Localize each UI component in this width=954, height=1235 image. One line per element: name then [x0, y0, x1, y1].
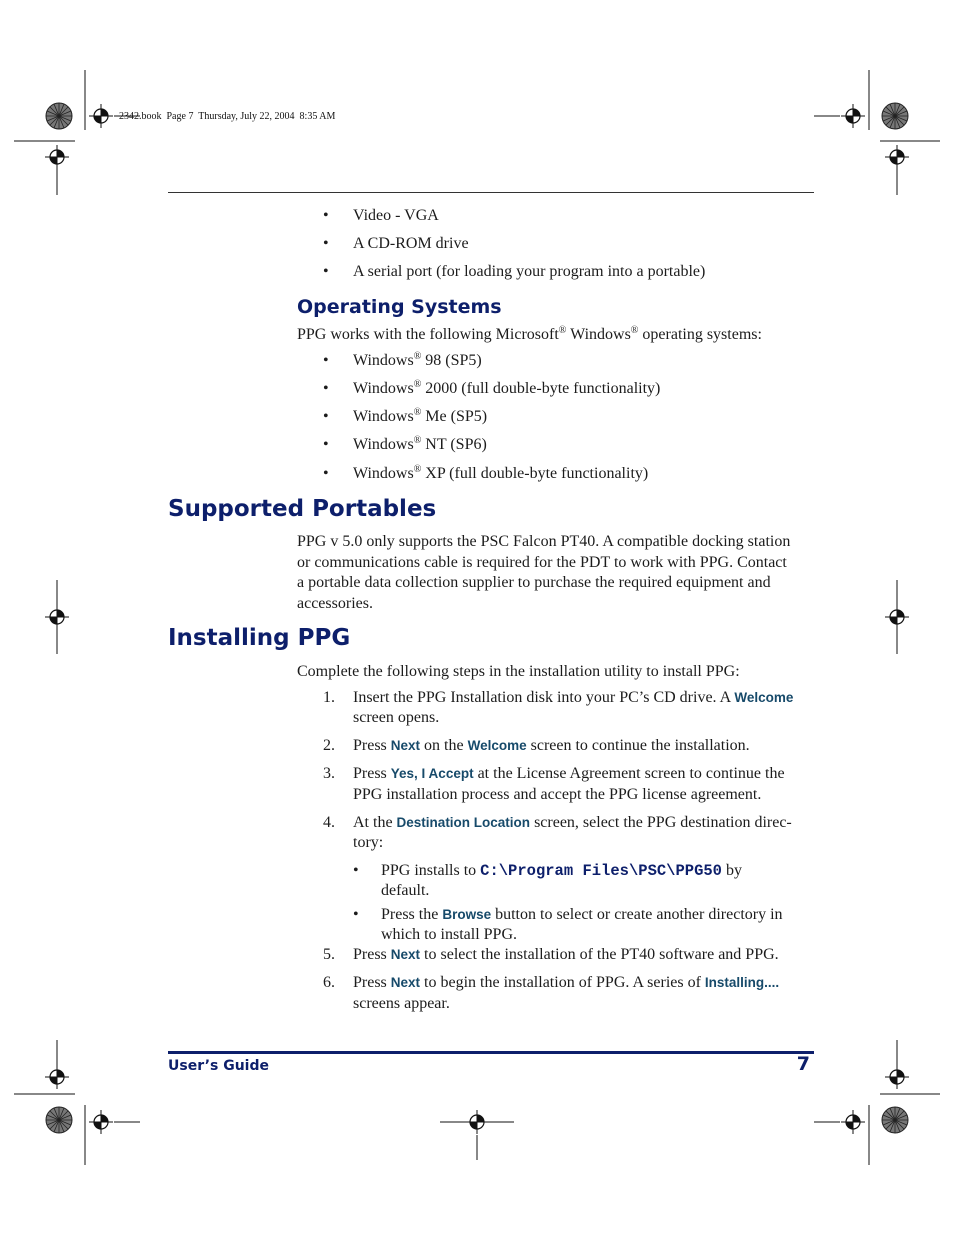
- list-item: [323, 234, 823, 262]
- bullet: •: [323, 235, 329, 252]
- os-intro-part: operating systems:: [638, 326, 762, 343]
- step-text: which to install PPG.: [381, 926, 518, 943]
- list-item-text: A CD-ROM drive: [353, 235, 469, 252]
- list-item-text: Windows® NT (SP6): [353, 435, 487, 453]
- install-path: C:\Program Files\PSC\PPG50: [480, 862, 722, 880]
- ui-term-installing: Installing....: [704, 975, 780, 990]
- paragraph-line: PPG v 5.0 only supports the PSC Falcon PT40. A compatible docking station: [297, 533, 791, 550]
- ui-term-yes-i-accept: Yes, I Accept: [390, 766, 474, 781]
- step-text: tory:: [353, 834, 384, 851]
- ui-term-next: Next: [390, 947, 421, 962]
- install-intro: Complete the following steps in the installation utility to install PPG:: [297, 663, 740, 680]
- registered-mark: ®: [630, 325, 639, 336]
- list-item: [323, 407, 823, 435]
- footer-rule: [168, 1051, 814, 1054]
- list-item-text: Windows® 2000 (full double-byte functionality): [353, 379, 661, 397]
- list-item-text: Windows® 98 (SP5): [353, 351, 482, 369]
- ui-term-destination-location: Destination Location: [396, 815, 531, 830]
- portables-heading: Supported Portables: [168, 496, 437, 522]
- bullet: •: [353, 862, 359, 879]
- list-item: [323, 206, 823, 234]
- os-list: [323, 351, 823, 492]
- step-number: 4.: [323, 814, 335, 831]
- list-item-text: Windows® XP (full double-byte functionality): [353, 464, 649, 482]
- os-intro-part: Windows: [566, 326, 631, 343]
- ui-term-next: Next: [390, 975, 421, 990]
- step-number: 2.: [323, 737, 335, 754]
- step-text: PPG installation process and accept the PPG license agreement.: [353, 786, 762, 803]
- os-intro: [297, 325, 762, 346]
- ui-term-browse: Browse: [442, 907, 492, 922]
- print-slug: 2342.book Page 7 Thursday, July 22, 2004 8:35 AM: [119, 111, 336, 122]
- paragraph-line: a portable data collection supplier to purchase the required equipment and: [297, 574, 771, 591]
- bullet: •: [323, 380, 329, 397]
- page-number: 7: [796, 1053, 810, 1075]
- bullet: •: [323, 207, 329, 224]
- step-text: default.: [381, 882, 430, 899]
- list-item-text: Video - VGA: [353, 207, 439, 224]
- installing-heading: Installing PPG: [168, 625, 351, 651]
- list-item: [323, 262, 823, 290]
- bullet: •: [323, 352, 329, 369]
- paragraph-line: accessories.: [297, 594, 373, 612]
- bullet: •: [323, 436, 329, 453]
- list-item: [323, 351, 823, 379]
- paragraph-line: or communications cable is required for the PDT to work with PPG. Contact: [297, 553, 787, 571]
- step-text: screen opens.: [353, 709, 440, 726]
- step-number: 3.: [323, 765, 335, 782]
- bullet: •: [323, 465, 329, 482]
- list-item-text: Windows® Me (SP5): [353, 407, 488, 425]
- registered-mark: ®: [558, 325, 567, 336]
- step-number: 1.: [323, 689, 335, 706]
- bullet: •: [353, 906, 359, 923]
- step-number: 6.: [323, 974, 335, 991]
- os-intro-part: PPG works with the following Microsoft: [297, 326, 559, 343]
- header-rule: [168, 192, 814, 193]
- ui-term-welcome: Welcome: [734, 690, 794, 705]
- step-text: screens appear.: [353, 995, 450, 1012]
- ui-term-welcome: Welcome: [467, 738, 527, 753]
- list-item-text: A serial port (for loading your program into a portable): [353, 263, 706, 280]
- list-item: [323, 435, 823, 464]
- portables-paragraph: [297, 532, 790, 614]
- os-heading: Operating Systems: [297, 296, 502, 318]
- step-text: Insert the PPG Installation disk into your PC’s CD drive. A: [353, 689, 735, 706]
- ui-term-next: Next: [390, 738, 421, 753]
- step-number: 5.: [323, 946, 335, 963]
- footer-guide-title: User’s Guide: [168, 1058, 269, 1074]
- bullet: •: [323, 263, 329, 280]
- top-bullet-list: [323, 206, 823, 290]
- bullet: •: [323, 408, 329, 425]
- list-item: [323, 379, 823, 407]
- list-item: [323, 464, 823, 492]
